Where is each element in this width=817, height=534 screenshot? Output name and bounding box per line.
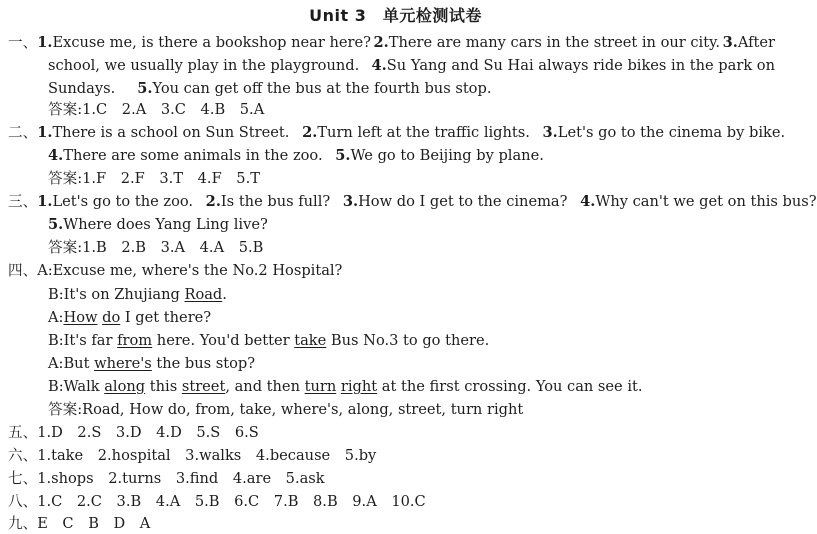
- sec3-line-2: [48, 215, 268, 235]
- q-number: 1.: [37, 124, 53, 141]
- q-number: 5.: [48, 216, 64, 233]
- underlined-answer: street: [181, 378, 226, 395]
- sec4-line-1: [8, 261, 342, 281]
- dialogue-text: A:But: [48, 355, 95, 372]
- dialogue-line: A:Excuse me, where's the No.2 Hospital?: [37, 262, 343, 279]
- page-title: Unit 3 单元检测试卷: [309, 6, 482, 25]
- sec1-answer: 答案:1.C 2.A 3.C 4.B 5.A: [48, 101, 265, 118]
- sec3-item-1: Let's go to the zoo.: [52, 193, 194, 210]
- underlined-answer: where's: [94, 355, 152, 372]
- sec3-item-2: Is the bus full?: [220, 193, 331, 210]
- q-number: 2.: [302, 124, 318, 141]
- sec1-item-5: You can get off the bus at the fourth bus stop.: [152, 80, 492, 97]
- sec1-line-1: [8, 33, 775, 53]
- sec2-item-5: We go to Beijing by plane.: [350, 147, 544, 164]
- sec1-q1-wrap: [8, 33, 371, 53]
- dialogue-text: I get there?: [120, 309, 212, 326]
- sec9-answers: 九、E C B D A: [8, 515, 151, 532]
- sec1-item-4-start: [372, 56, 775, 76]
- sec2-answer: 答案:1.F 2.F 3.T 4.F 5.T: [48, 170, 260, 187]
- dialogue-text: B:It's far: [48, 332, 118, 349]
- underlined-answer: along: [104, 378, 146, 395]
- sec1-line-2: [48, 56, 775, 76]
- dialogue-text: here. You'd better: [152, 332, 295, 349]
- sec1-item-1: Excuse me, is there a bookshop near here?: [52, 34, 371, 51]
- section-1-label: 一、: [8, 34, 38, 51]
- dialogue-text: this: [145, 378, 182, 395]
- q-number: 3.: [722, 34, 738, 51]
- dialogue-text: , and then: [225, 378, 305, 395]
- underlined-answer: do: [102, 309, 121, 326]
- sec4-line-4: [48, 331, 489, 351]
- sec2-item-1: There is a school on Sun Street.: [52, 124, 290, 141]
- q-number: 2.: [205, 193, 221, 210]
- q-number: 1.: [37, 193, 53, 210]
- q-number: 1.: [37, 34, 53, 51]
- sec3-line-1: [8, 192, 817, 212]
- sec4-line-5: [48, 354, 255, 374]
- underlined-answer: turn: [304, 378, 337, 395]
- underlined-answer: How: [63, 309, 98, 326]
- q-number: 4.: [580, 193, 596, 210]
- sec1-item-4: Su Yang and Su Hai always ride bikes in the park on: [386, 57, 775, 74]
- sec4-answer: 答案:Road, How do, from, take, where's, along, street, turn right: [48, 401, 524, 418]
- underlined-answer: from: [117, 332, 153, 349]
- sec1-q3-wrap: [723, 33, 775, 53]
- sec4-line-3: [48, 308, 211, 328]
- q-number: 5.: [137, 80, 153, 97]
- sec6-answers: 六、1.take 2.hospital 3.walks 4.because 5.by: [8, 447, 377, 464]
- dialogue-text: A:: [48, 309, 64, 326]
- q-number: 5.: [335, 147, 351, 164]
- sec4-line-6: [48, 377, 643, 397]
- sec2-item-2: Turn left at the traffic lights.: [317, 124, 530, 141]
- q-number: 2.: [373, 34, 389, 51]
- section-3-label: 三、: [8, 193, 38, 210]
- dialogue-text: B:Walk: [48, 378, 105, 395]
- sec7-answers: 七、1.shops 2.turns 3.find 4.are 5.ask: [8, 470, 325, 487]
- dialogue-text: B:It's on Zhujiang: [48, 286, 185, 303]
- underlined-answer: right: [340, 378, 378, 395]
- sec2-item-4: There are some animals in the zoo.: [63, 147, 323, 164]
- q-number: 3.: [542, 124, 558, 141]
- sec2-line-2: [48, 146, 544, 166]
- sec3-item-4: Why can't we get on this bus?: [595, 193, 817, 210]
- dialogue-text: Bus No.3 to go there.: [326, 332, 490, 349]
- dialogue-text: .: [222, 286, 227, 303]
- section-4-label: 四、: [8, 262, 38, 279]
- sec2-item-3: Let's go to the cinema by bike.: [557, 124, 786, 141]
- sec1-item-3-cont: school, we usually play in the playground.: [48, 57, 360, 74]
- dialogue-text: at the first crossing. You can see it.: [377, 378, 643, 395]
- q-number: 4.: [371, 57, 387, 74]
- sec8-answers: 八、1.C 2.C 3.B 4.A 5.B 6.C 7.B 8.B 9.A 10.C: [8, 493, 426, 510]
- sec1-line-3: [48, 79, 491, 99]
- sec1-item-2: There are many cars in the street in our city.: [388, 34, 721, 51]
- q-number: 4.: [48, 147, 64, 164]
- sec3-item-5: Where does Yang Ling live?: [63, 216, 268, 233]
- sec2-line-1: [8, 123, 785, 143]
- sec4-line-2: [48, 285, 227, 305]
- section-2-label: 二、: [8, 124, 38, 141]
- sec3-answer: 答案:1.B 2.B 3.A 4.A 5.B: [48, 239, 264, 256]
- underlined-answer: Road: [184, 286, 223, 303]
- sec1-q2-wrap: [374, 33, 721, 53]
- underlined-answer: take: [294, 332, 327, 349]
- sec1-item-3: After: [737, 34, 775, 51]
- q-number: 3.: [342, 193, 359, 210]
- sec1-item-4-end: Sundays.: [48, 80, 116, 97]
- dialogue-text: the bus stop?: [151, 355, 256, 372]
- sec5-answers: 五、1.D 2.S 3.D 4.D 5.S 6.S: [8, 424, 259, 441]
- sec3-item-3: How do I get to the cinema?: [358, 193, 568, 210]
